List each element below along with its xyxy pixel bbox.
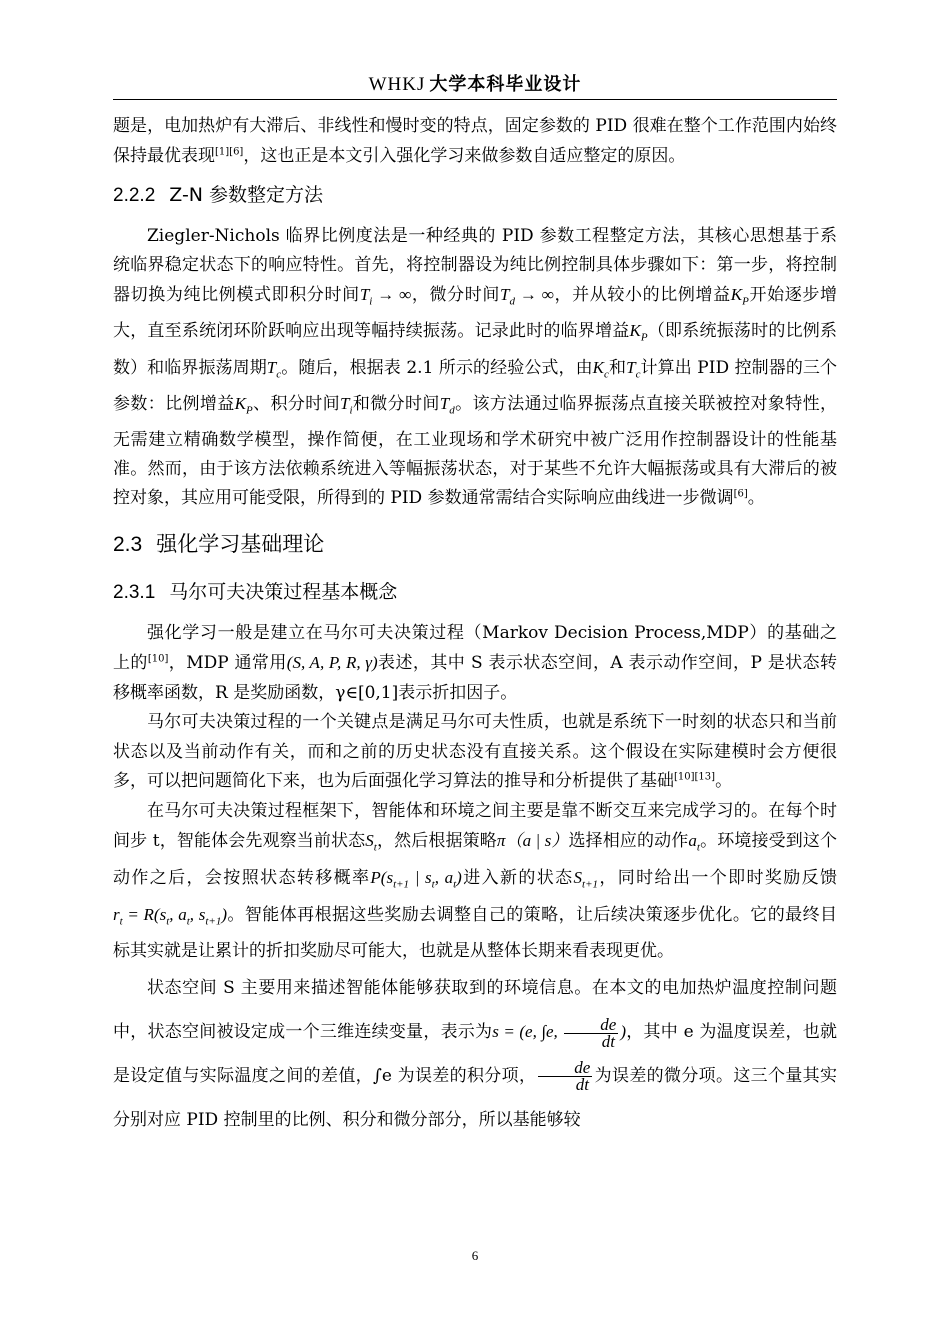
paragraph-mdp-definition xyxy=(113,619,837,709)
intro-tail: ，这也正是本文引入强化学习来做参数自适应整定的原因。 xyxy=(243,145,686,166)
math-policy: π（a | s） xyxy=(496,831,569,851)
section-heading-2-2-2 xyxy=(113,181,837,210)
math-ti: $T_i$ xyxy=(339,394,353,417)
mdp-text: 为误差的微分项。这三个量其实分别对应 PID 控制里的比例、积分和微分部分，所以基能够较 xyxy=(113,1066,837,1131)
citation: [10] xyxy=(147,653,169,665)
mdp-text: 状态空间 S 主要用来描述智能体能够获取到的环境信息。在本文的电加热炉温度控制问题中，状态空间被设定成一个三维连续变量，表示为 xyxy=(113,978,837,1043)
paragraph-intro xyxy=(113,112,837,171)
section-number: 2.3 xyxy=(113,532,143,556)
math-reward: $r_t = R(s_t$, $a_t$, $s_{t+1}$) xyxy=(113,904,227,928)
math-tuple: (S, A, P, R, γ) xyxy=(286,653,378,673)
zn-text: 和 xyxy=(608,357,627,378)
zn-text: （即系统振荡时的比例系数）和临界振荡周期 xyxy=(113,321,838,378)
mdp-text: 。环境接受到这个动作之后，会按照状态转移概率 xyxy=(113,831,837,888)
mdp-text: ，其中 e 为温度误差，也就是设定值与实际温度之间的差值，∫e 为误差的积分项， xyxy=(113,1022,838,1087)
math-at: $a_t$ xyxy=(688,831,700,854)
mdp-text: 。 xyxy=(715,771,733,792)
mdp-text: 选择相应的动作 xyxy=(568,831,689,852)
mdp-text: 表述，其中 S 表示状态空间，A 表示动作空间，P 是状态转移概率函数，R 是奖励函数，γ∈[0,1]表示折扣因子。 xyxy=(113,653,837,703)
paragraph-interaction xyxy=(113,797,837,967)
math-kp: $K_P$ xyxy=(234,394,253,417)
section-number: 2.3.1 xyxy=(113,581,156,603)
math-transition: $P(s_{t+1}$ | $s_t$, $a_t$) xyxy=(370,867,462,891)
intro-text: 题是，电加热炉有大滞后、非线性和慢时变的特点，固定参数的 PID 很难在整个工作范围内始终保持最优表现 xyxy=(113,116,837,166)
mdp-text: ，然后根据策略 xyxy=(376,831,497,852)
math-st1: $S_{t+1}$ xyxy=(573,867,599,891)
math-td: $T_d$ → ∞ xyxy=(500,285,554,308)
section-heading-2-3 xyxy=(113,529,837,560)
math-dedt: $\frac{de}{dt}$ xyxy=(538,1060,592,1093)
paragraph-state-space xyxy=(113,966,837,1142)
math-td: $T_d$ xyxy=(439,394,455,417)
header-rule xyxy=(113,99,837,100)
zn-text: ，微分时间 xyxy=(411,285,501,305)
paragraph-markov-property xyxy=(113,708,837,797)
math-st: $S_t$ xyxy=(365,831,377,854)
zn-text: 、积分时间 xyxy=(252,394,340,415)
math-kp: $K_P$ xyxy=(730,285,749,308)
section-title: 强化学习基础理论 xyxy=(156,531,325,556)
math-kp: $K_P$ xyxy=(629,321,648,344)
paragraph-zn xyxy=(113,222,837,513)
zn-text: ，并从较小的比例增益 xyxy=(553,285,731,305)
header-latin: WHKJ xyxy=(368,74,426,95)
section-title: Z-N 参数整定方法 xyxy=(169,184,324,206)
mdp-text: ，同时给出一个即时奖励反馈 xyxy=(598,867,838,888)
zn-text: Ziegler-Nichols 临界比例度法是一种经典的 PID 参数工程整定方法，其核心思想基于系统临界稳定状态下的响应特性。首先，将控制器设为纯比例控制具体步骤如下：第一步，将控制器切换为纯比例模式即积分时间 xyxy=(113,226,837,305)
math-ti: $T_i$ → ∞ xyxy=(359,285,412,308)
zn-text: 开始逐步增大，直至系统闭环阶跃响应出现等幅持续振荡。记录此时的临界增益 xyxy=(113,285,838,342)
zn-text: 计算出 PID 控制器的三个参数：比例增益 xyxy=(113,357,838,415)
citation: [6] xyxy=(733,487,748,499)
mdp-text: ，MDP 通常用 xyxy=(168,653,287,674)
math-state: s = (e, ∫e, $\frac{de}{dt}$ ) xyxy=(492,1014,627,1051)
math-tc: $T_c$ xyxy=(266,357,282,381)
citation: [1][6] xyxy=(215,145,244,157)
zn-text: 。该方法通过临界振荡点直接关联被控对象特性，无需建立精确数学模型，操作简便，在工业现场和学术研究中被广泛用作控制器设计的性能基准。然而，由于该方法依赖系统进入等幅振荡状态，对于某些不允许大幅振荡或具有大滞后的被控对象，其应用可能受限，所得到的 PID 参数通常需结合实际响应曲线进一步微调 xyxy=(113,394,838,508)
page-number: 6 xyxy=(471,1248,479,1263)
running-header xyxy=(113,70,837,98)
zn-text: 。随后，根据表 2.1 所示的经验公式，由 xyxy=(281,357,593,378)
section-number: 2.2.2 xyxy=(113,185,156,206)
mdp-text: 马尔可夫决策过程的一个关键点是满足马尔可夫性质，也就是系统下一时刻的状态只和当前状态以及当前动作有关，而和之前的历史状态没有直接关系。这个假设在实际建模时会方便很多，可以把问题简化下来，也为后面强化学习算法的推导和分析提供了基础 xyxy=(113,712,837,792)
section-title: 马尔可夫决策过程基本概念 xyxy=(169,580,398,603)
math-kc: $K_c$ xyxy=(592,357,609,381)
math-tc: $T_c$ xyxy=(626,357,641,381)
body-content xyxy=(113,112,837,1142)
mdp-text: 进入新的状态 xyxy=(461,867,574,888)
mdp-text: 强化学习一般是建立在马尔可夫决策过程（Markov Decision Process,MDP）的基础之上的 xyxy=(113,622,837,674)
header-title: 大学本科毕业设计 xyxy=(429,74,582,95)
mdp-text: 在马尔可夫决策过程框架下，智能体和环境之间主要是靠不断交互来完成学习的。在每个时间步 t，智能体会先观察当前状态 xyxy=(113,800,837,852)
zn-text: 和微分时间 xyxy=(352,394,440,415)
section-heading-2-3-1 xyxy=(113,578,837,607)
zn-text: 。 xyxy=(747,487,765,508)
mdp-text: 。智能体再根据这些奖励去调整自己的策略，让后续决策逐步优化。它的最终目标其实就是让累计的折扣奖励尽可能大，也就是从整体长期来看表现更优。 xyxy=(113,904,838,961)
citation: [10][13] xyxy=(674,771,716,783)
